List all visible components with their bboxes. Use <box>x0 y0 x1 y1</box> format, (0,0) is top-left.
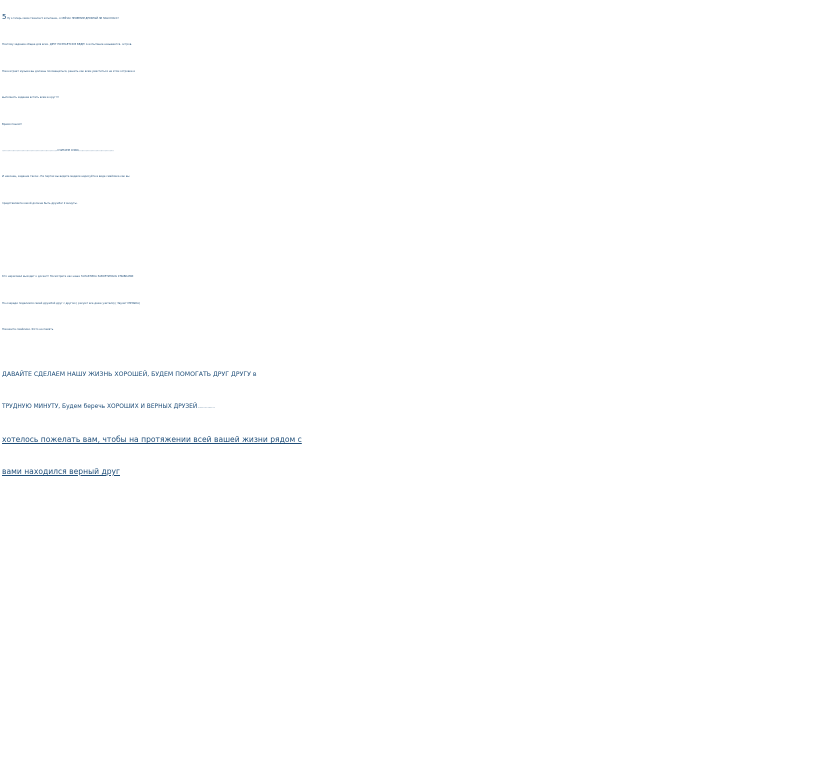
text-line: выполнить задание встать всем в круг!!! <box>2 96 59 100</box>
underlined-line: вами находился верный друг <box>2 466 120 476</box>
text-line <box>0 4 816 32</box>
text-line: И наконец, задание такое:. На партах вы видите медали нарисуйте в виде смайлика как вы <box>2 175 130 179</box>
text-line: Кто нарисовал выходит к доске!!! Посмотрите как наша ГАЛАКТИКА ЗАВСЕТИЛАСЬ УЛЫБКАМИ <box>2 275 134 279</box>
text-line: Время пошло!! <box>2 122 23 126</box>
text-line: ,,,,,,,,,,,,,,,,,,,,,,,,,,,,,,,,,,,,,,,,,,,,,,,,,,,,,,,,,,,,,,,,,,,СЧИТАЕМ ОЧКИ,,,,,,,,,,,,,,,,,,,,,,,,,,,,,,,,,,,,,,,,,,, <box>2 149 114 153</box>
text-line: Покажите смайлики. Фото на память <box>2 328 54 332</box>
text-line <box>0 391 816 425</box>
text-line: ДАВАЙТЕ СДЕЛАЕМ НАШУ ЖИЗНЬ ХОРОШЕЙ, БУДЕМ ПОМОГАТЬ ДРУГ ДРУГУ в <box>2 371 257 379</box>
spacer <box>0 343 816 359</box>
item-number: 5 <box>2 13 7 21</box>
spacer <box>0 217 816 264</box>
text-line: представляете какой должна быть дружба! 2 минуты. <box>2 201 78 205</box>
text-span: . В заключение, ребята, мне <box>197 407 216 409</box>
text-line: Пока играет музыка вы должны посовещаться, решить как всем уместиться на этом островке и <box>2 69 136 73</box>
text-line: Поэтому задание общее для всех. ДРУГ ПОЗНАЕТСЯ В БЕДЕ! А испытание называется- остров. <box>2 43 133 47</box>
text-line: По-очереди поделимся своей дружбой друг с другом ( рисуют все даже учителя) ( Звучит МУЗЫКА) <box>2 301 140 305</box>
text-span: ТРУДНУЮ МИНУТУ, Будем беречь ХОРОШИХ И ВЕРНЫХ ДРУЗЕЙ <box>2 403 198 410</box>
underlined-line: хотелось пожелать вам, чтобы на протяжении всей вашей жизни рядом с <box>2 435 302 445</box>
text-span: Ну а теперь самое тяжелое 5 испытание., А СЕЙЧАС ПРОВЕРИМ ДРУЖНЫЙ ЛИ НАШ КЛАСС? <box>6 17 119 20</box>
